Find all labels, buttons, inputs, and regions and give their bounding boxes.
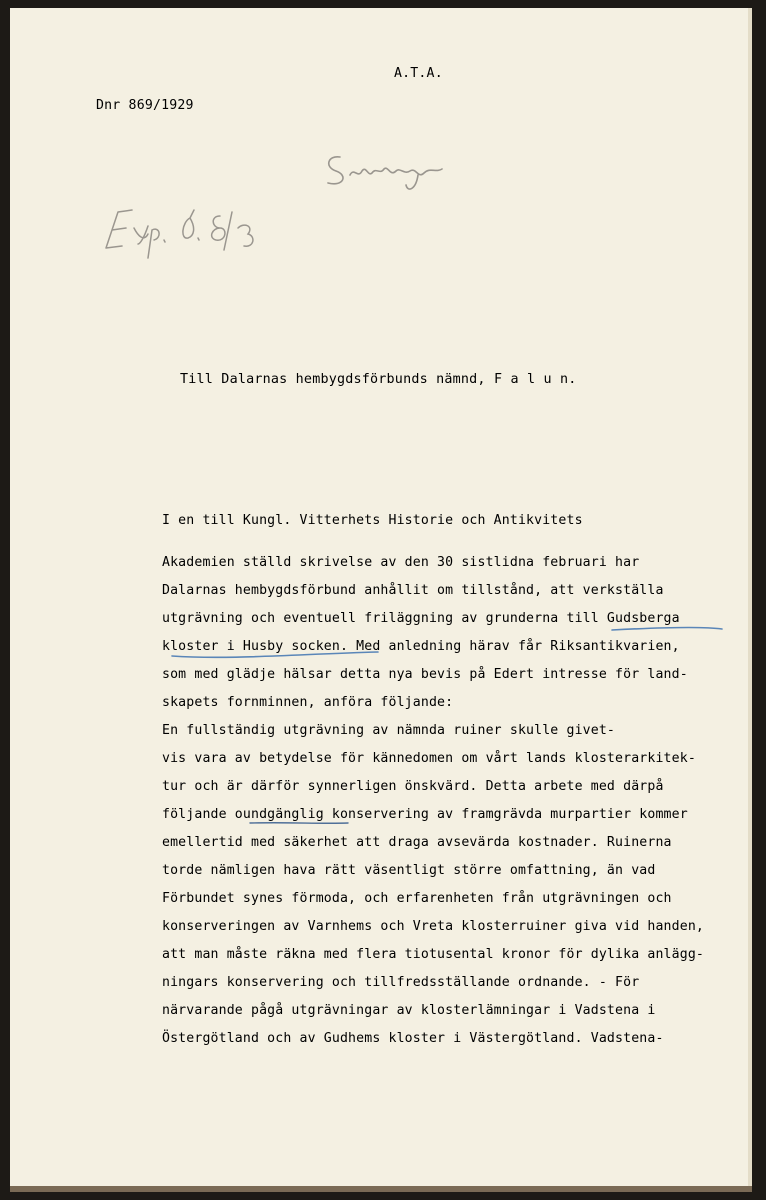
institution-heading: A.T.A. [394,66,443,81]
handwritten-note [98,198,268,268]
body-line: kloster i Husby socken. Med anledning härav får Riksantikvarien, [162,639,680,654]
body-line: ningars konservering och tillfredsställande ordnande. - För [162,975,640,990]
body-line: En fullständig utgrävning av nämnda ruiner skulle givet- [162,723,616,738]
body-line: närvarande pågå utgrävningar av klosterlämningar i Vadstena i [162,1003,656,1018]
body-line: tur och är därför synnerligen önskvärd. Detta arbete med därpå [162,779,664,794]
body-line: Östergötland och av Gudhems kloster i Västergötland. Vadstena- [162,1031,664,1046]
reference-number: Dnr 869/1929 [96,98,194,113]
body-line: emellertid med säkerhet att draga avsevärda kostnader. Ruinerna [162,835,672,850]
body-line: vis vara av betydelse för kännedomen om vårt lands klosterarkitek- [162,751,696,766]
body-line: Akademien ställd skrivelse av den 30 sistlidna februari har [162,555,640,570]
body-line: följande oundgänglig konservering av framgrävda murpartier kommer [162,807,688,822]
body-line: I en till Kungl. Vitterhets Historie och Antikvitets [162,513,583,528]
body-line: Dalarnas hembygdsförbund anhållit om tillstånd, att verkställa [162,583,664,598]
body-line: skapets fornminnen, anföra följande: [162,695,454,710]
body-line: utgrävning och eventuell friläggning av grunderna till Gudsberga [162,611,680,626]
body-line: konserveringen av Varnhems och Vreta klosterruiner giva vid handen, [162,919,704,934]
recipient-line: Till Dalarnas hembygdsförbunds nämnd, F a l u n. [180,372,577,387]
body-line: torde nämligen hava rätt väsentligt större omfattning, än vad [162,863,656,878]
scan-edge [10,1186,752,1192]
body-line: att man måste räkna med flera tiotusental kronor för dylika anlägg- [162,947,704,962]
handwritten-signature [318,145,468,195]
body-line: som med glädje hälsar detta nya bevis på Edert intresse för land- [162,667,688,682]
body-line: Förbundet synes förmoda, och erfarenheten från utgrävningen och [162,891,672,906]
